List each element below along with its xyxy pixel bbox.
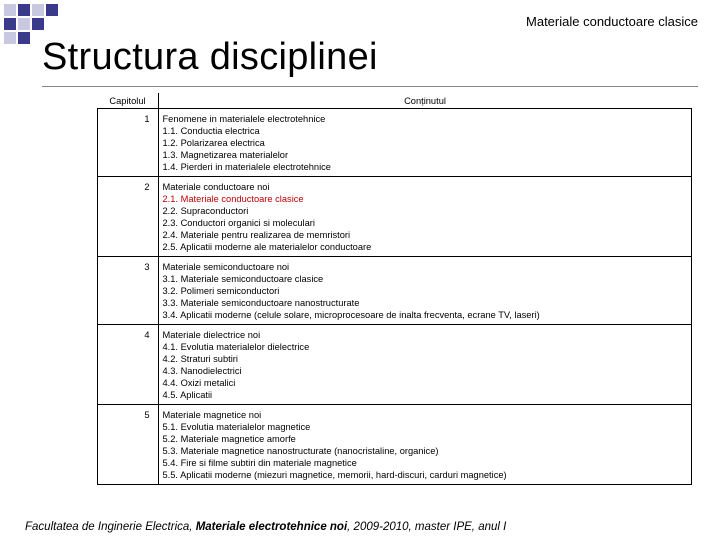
chapter-subitem: 5.1. Evolutia materialelor magnetice (162, 422, 311, 432)
chapter-subitem: 2.4. Materiale pentru realizarea de memristori (162, 230, 351, 240)
chapter-subitem: 4.1. Evolutia materialelor dielectrice (162, 342, 310, 352)
chapter-title: Materiale conductoare noi (162, 182, 270, 192)
footer-text (25, 521, 506, 533)
chapter-subitem: 1.3. Magnetizarea materialelor (162, 150, 289, 160)
chapter-title: Materiale semiconductoare noi (162, 262, 290, 272)
table-header-row (98, 93, 692, 109)
chapter-subitem: 2.3. Conductori organici si moleculari (162, 218, 315, 228)
chapter-content (158, 109, 692, 177)
chapter-subitem: 1.2. Polarizarea electrica (162, 138, 265, 148)
chapter-subitem: 4.4. Oxizi metalici (162, 378, 236, 388)
chapter-subitem: 5.3. Materiale magnetice nanostructurate (nanocristaline, organice) (162, 446, 439, 456)
chapter-subitem: 2.1. Materiale conductoare clasice (162, 194, 304, 204)
chapter-title: Fenomene in materialele electrotehnice (162, 114, 326, 124)
chapter-title: Materiale dielectrice noi (162, 330, 261, 340)
footer-details: , 2009-2010, master IPE, anul I (347, 521, 507, 533)
chapter-subitem: 3.3. Materiale semiconductoare nanostructurate (162, 298, 360, 308)
chapter-subitem: 5.5. Aplicatii moderne (miezuri magnetice, memorii, hard-discuri, carduri magnetice) (162, 470, 507, 480)
table-row (98, 325, 692, 405)
table-body (98, 109, 692, 485)
chapter-number: 3 (98, 257, 159, 325)
chapter-subitem: 4.3. Nanodielectrici (162, 366, 242, 376)
chapter-subitem: 5.2. Materiale magnetice amorfe (162, 434, 296, 444)
header-chapter: Capitolul (98, 93, 159, 109)
chapter-title: Materiale magnetice noi (162, 410, 262, 420)
chapter-subitem: 3.2. Polimeri semiconductori (162, 286, 280, 296)
chapter-subitem: 5.4. Fire si filme subtiri din materiale magnetice (162, 458, 357, 468)
chapter-content (158, 325, 692, 405)
chapter-subitem: 2.5. Aplicatii moderne ale materialelor conductoare (162, 242, 372, 252)
table-row (98, 257, 692, 325)
chapter-subitem: 3.1. Materiale semiconductoare clasice (162, 274, 324, 284)
table-row (98, 177, 692, 257)
title-divider (42, 86, 698, 87)
content-table (97, 93, 692, 485)
chapter-number: 2 (98, 177, 159, 257)
table-row (98, 405, 692, 485)
chapter-number: 1 (98, 109, 159, 177)
chapter-subitem: 4.5. Aplicatii (162, 390, 213, 400)
page-title: Structura disciplinei (42, 36, 378, 78)
header-content: Conținutul (158, 93, 692, 109)
chapter-number: 4 (98, 325, 159, 405)
chapter-content (158, 177, 692, 257)
chapter-content (158, 257, 692, 325)
chapter-subitem: 4.2. Straturi subtiri (162, 354, 238, 364)
chapter-number: 5 (98, 405, 159, 485)
footer-course: Materiale electrotehnice noi (195, 521, 348, 533)
table-row (98, 109, 692, 177)
footer-faculty: Facultatea de Inginerie Electrica, (25, 521, 196, 533)
chapter-subitem: 1.1. Conductia electrica (162, 126, 260, 136)
chapter-content (158, 405, 692, 485)
slide-topic: Materiale conductoare clasice (526, 14, 698, 29)
chapter-subitem: 3.4. Aplicatii moderne (celule solare, microprocesoare de inalta frecventa, ecrane TV, laseri) (162, 310, 540, 320)
chapter-subitem: 2.2. Supraconductori (162, 206, 249, 216)
chapter-subitem: 1.4. Pierderi in materialele electrotehnice (162, 162, 331, 172)
